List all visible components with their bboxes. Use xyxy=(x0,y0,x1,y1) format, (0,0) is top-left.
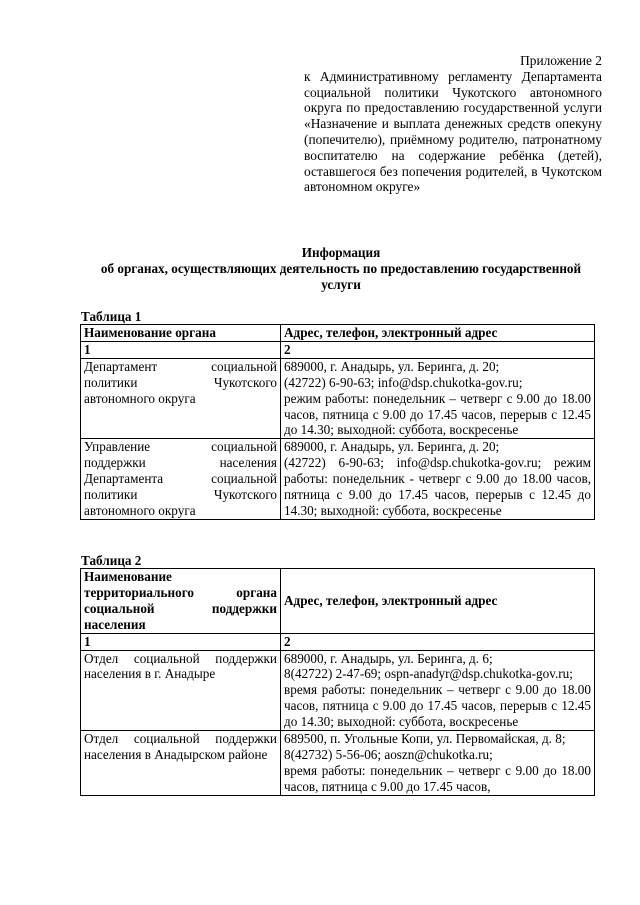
heading-title: Информация xyxy=(301,245,381,260)
organ-address: 689500, п. Угольные Копи, ул. Первомайская, д. 8; xyxy=(284,731,566,747)
organ-hours: время работы: понедельник – четверг с 9.00 до 18.00 часов, пятница с 9.00 до 17.45 часов, xyxy=(284,762,591,794)
organ-contacts xyxy=(281,650,595,731)
organ-hours: режим работы: понедельник – четверг с 9.00 до 18.00 часов, пятница с 9.00 до 17.45 часов, перерыв с 12.45 до 14.30; выходной: суббота, воскресенье xyxy=(284,390,591,438)
table-row xyxy=(81,731,595,796)
organ-phone-email: (42722) 6-90-63; info@dsp.chukotka-gov.ru; xyxy=(284,374,523,390)
table1-number-col1: 1 xyxy=(81,341,281,358)
table2-number-col1: 1 xyxy=(81,633,281,650)
organ-phone-email: 8(42722) 2-47-69; ospn-anadyr@dsp.chukotka-gov.ru; xyxy=(284,666,573,682)
organ-phone-email-hours: (42722) 6-90-63; info@dsp.chukotka-gov.ru; режим работы: понедельник - четверг с 9.00 до 18.00 часов, пятница с 9.00 до 17.45 часов, перерыв с 12.45 до 14.30; выходной: суббота, воскресенье xyxy=(284,455,591,518)
organ-hours: время работы: понедельник – четверг с 9.00 до 18.00 часов, пятница с 9.00 до 17.45 часов, перерыв с 12.45 до 14.30; выходной: суббота, воскресенье xyxy=(284,682,591,730)
organ-address: 689000, г. Анадырь, ул. Беринга, д. 20; xyxy=(284,358,500,374)
organ-address: 689000, г. Анадырь, ул. Беринга, д. 6; xyxy=(284,650,493,666)
table1-header-col1: Наименование органа xyxy=(81,325,281,342)
table1-header-col2: Адрес, телефон, электронный адрес xyxy=(281,325,595,342)
appendix-text: к Административному регламенту Департамента социальной политики Чукотского автономного округа по предоставлению государственной услуги «Назначение и выплата денежных средств опекуну (попечителю), приёмному родителю, патронатному воспитателю на содержание ребёнка (детей), оставшегося без попечения родителей, в Чукотском автономном округе» xyxy=(304,68,602,195)
table2-header-col2: Адрес, телефон, электронный адрес xyxy=(281,569,595,634)
organ-name: Отдел социальной поддержки населения в Анадырском районе xyxy=(81,731,281,796)
table2-header-row xyxy=(81,569,595,634)
organ-name: Отдел социальной поддержки населения в г. Анадыре xyxy=(81,650,281,731)
table1-label: Таблица 1 xyxy=(81,309,142,324)
organ-address: 689000, г. Анадырь, ул. Беринга, д. 20; xyxy=(284,439,500,455)
organ-name: Управление социальной поддержки населения Департамента социальной политики Чукотского автономного округа xyxy=(81,439,281,520)
organ-phone-email: 8(42732) 5-56-06; aoszn@chukotka.ru; xyxy=(284,746,493,762)
table2-label: Таблица 2 xyxy=(81,553,142,568)
table-row xyxy=(81,650,595,731)
appendix-title: Приложение 2 xyxy=(520,53,602,68)
heading-subtitle: об органах, осуществляющих деятельность по предоставлению государственной услуги xyxy=(100,261,582,292)
organ-name: Департамент социальной политики Чукотского автономного округа xyxy=(81,358,281,439)
table2-header-col1: Наименование территориального органа социальной поддержки населения xyxy=(81,569,281,634)
table2-number-row xyxy=(81,633,595,650)
table2-number-col2: 2 xyxy=(281,633,595,650)
table2 xyxy=(80,568,595,796)
organ-contacts xyxy=(281,731,595,796)
table1-number-col2: 2 xyxy=(281,341,595,358)
